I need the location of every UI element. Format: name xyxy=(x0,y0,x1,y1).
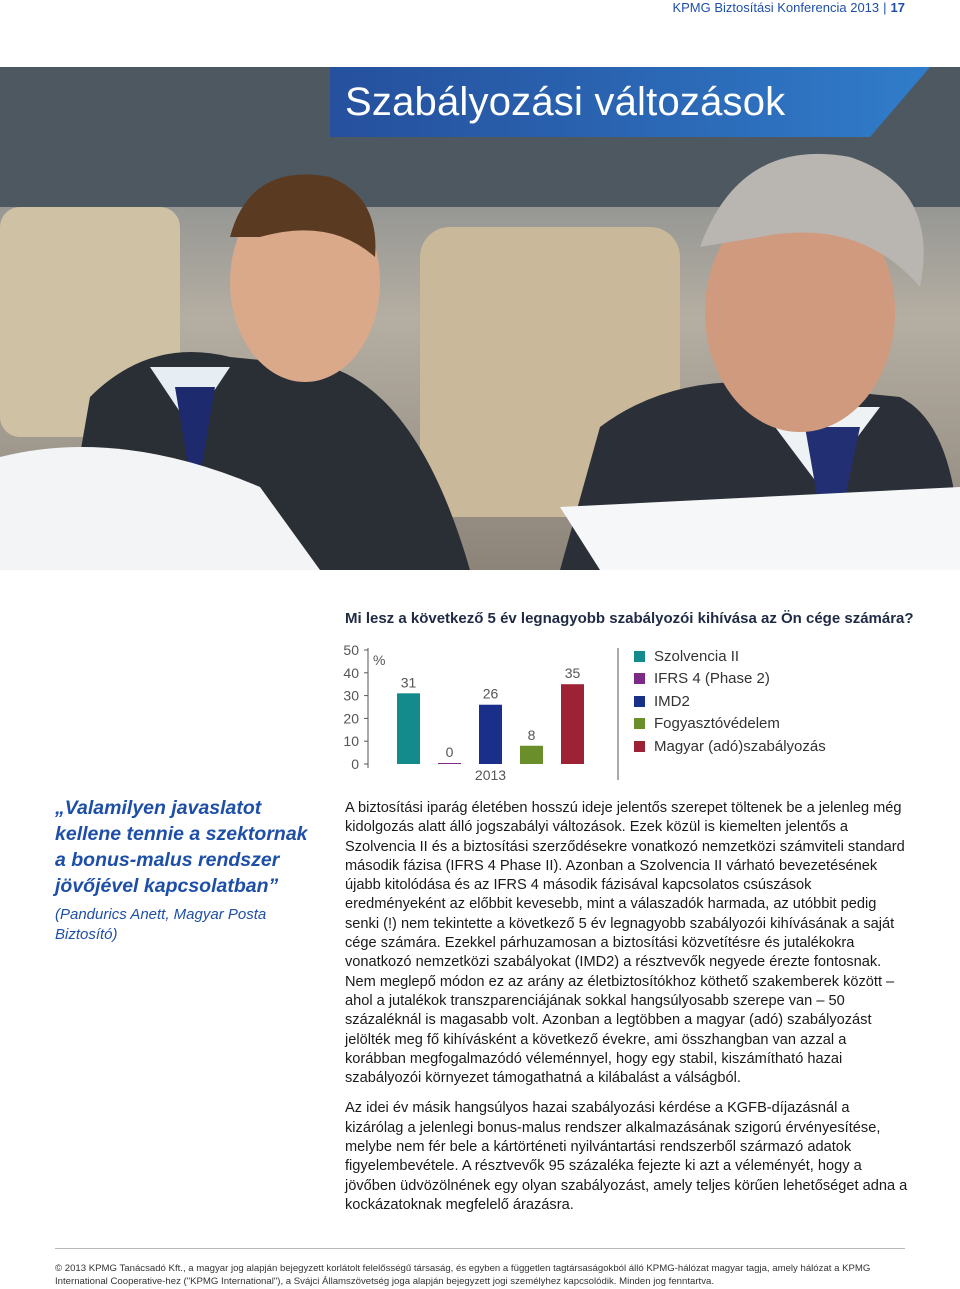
data-label: 35 xyxy=(564,665,581,682)
bar xyxy=(438,763,461,764)
legend-item xyxy=(634,713,826,736)
unit-label: % xyxy=(373,652,386,668)
paragraph: Az idei év másik hangsúlyos hazai szabályozási kérdése a KGFB-díjazásnál a kizárólag a jelenlegi bonus-malus rendszer alkalmazásának szigorú érvényesítése, melybe nem fér bele a kártörténeti nyilvántartási rendszerből származó adatok figyelembevétele. A résztvevők 95 százaléka fejezte ki azt a véleményét, hogy a jövőben üdvözölnének egy olyan szabályozást, amely teljes körűen lehetőséget adna a kockázatoknak megfelelő árazásra. xyxy=(345,1100,908,1213)
quote-attribution: (Pandurics Anett, Magyar Posta Biztosító) xyxy=(55,906,267,943)
bar-chart-svg xyxy=(335,640,625,790)
data-label: 0 xyxy=(445,744,454,760)
data-label: 31 xyxy=(400,674,417,691)
y-tick-label: 20 xyxy=(343,710,359,727)
category-label: 2013 xyxy=(474,767,507,783)
y-tick-label: 40 xyxy=(343,664,359,681)
legend-swatch xyxy=(634,741,645,752)
legend-swatch xyxy=(634,718,645,729)
legend-swatch xyxy=(634,673,645,684)
legend-label: IFRS 4 (Phase 2) xyxy=(654,670,770,688)
legend-swatch xyxy=(634,651,645,662)
pull-quote: „Valamilyen javaslatot kellene tennie a szektornak a bonus-malus rendszer jövőjével kapcsolatban” xyxy=(55,797,308,897)
footer-divider xyxy=(55,1248,905,1249)
bar xyxy=(397,693,420,764)
legend-label: Magyar (adó)szabályozás xyxy=(654,737,826,755)
legend-item xyxy=(634,645,826,668)
legend-item xyxy=(634,690,826,713)
legend-item xyxy=(634,668,826,691)
legend-label: Fogyasztóvédelem xyxy=(654,715,780,733)
page-title: Szabályozási változások xyxy=(345,80,786,124)
page-number: 17 xyxy=(890,0,905,15)
y-tick-label: 10 xyxy=(343,733,359,750)
bar xyxy=(520,746,543,764)
y-tick-label: 0 xyxy=(351,756,359,772)
legend-label: IMD2 xyxy=(654,692,690,710)
header-brand: KPMG Biztosítási Konferencia 2013 xyxy=(672,0,880,15)
y-tick-label: 30 xyxy=(343,687,359,704)
y-tick-label: 50 xyxy=(343,642,359,658)
chart-legend xyxy=(634,645,826,758)
legend-label: Szolvencia II xyxy=(654,647,740,665)
chart-question: Mi lesz a következő 5 év legnagyobb szabályozói kihívása az Ön cége számára? xyxy=(345,610,914,627)
footer-copyright: © 2013 KPMG Tanácsadó Kft., a magyar jog alapján bejegyzett korlátolt felelősségű társaság, és egyben a független tagtársaságokból álló KPMG-hálózat magyar tagja, amely hálózat a KPMG International Cooperative-hez ("KPMG International"), a Svájci Államszövetség joga alapján bejegyzett jogi személyhez kapcsolódik. Minden jog fenntartva. xyxy=(55,1263,871,1287)
bar-chart xyxy=(335,640,625,790)
bar xyxy=(561,684,584,764)
data-label: 26 xyxy=(482,685,499,702)
legend-item xyxy=(634,735,826,758)
hero-photo xyxy=(0,67,960,570)
article-body xyxy=(345,799,910,1226)
legend-swatch xyxy=(634,696,645,707)
data-label: 8 xyxy=(527,726,536,743)
bar xyxy=(479,705,502,764)
page-header: KPMG Biztosítási Konferencia 2013 | 17 xyxy=(672,0,905,15)
paragraph: A biztosítási iparág életében hosszú ideje jelentős szerepet töltenek be a jelenleg még kidolgozás alatt álló jogszabályi változások. Ezek közül is kiemelten jelentős a Szolvencia II és a biztosítási szerződésekre vonatkozó nemzetközi számviteli standard második fázisa (IFRS 4 Phase II). Azonban a Szolvencia II várható bevezetésének újabb kitolódása és az IFRS 4 második fázisával kapcsolatos csúszások eredményeként az előbbit kevesebb, mint a válaszadók harmada, az utóbbit pedig senki (!) nem tekintette a következő 5 év legnagyobb szabályozói kihívásának a saját cége számára. Ezekkel párhuzamosan a biztosítási közvetítésre és jutalékokra vonatkozó nemzetközi szabályokat (IMD2) a résztvevők negyede érezte fontosnak. Nem meglepő módon ez az arány az életbiztosítókhoz köthető szakemberek között – ahol a jutalékok transzparenciájának sokkal hangsúlyosabb szerepe van – 50 százaléknál is magasabb volt. Azonban a legtöbben a magyar (adó) szabályozást jelölték meg fő kihívásként a következő évekre, ami összhangban van azzal a korábban megfogalmazódó véleménnyel, hogy egy stabil, kiszámítható hazai szabályozói környezet támogathatná a kilábalást a válságból. xyxy=(345,800,905,1087)
